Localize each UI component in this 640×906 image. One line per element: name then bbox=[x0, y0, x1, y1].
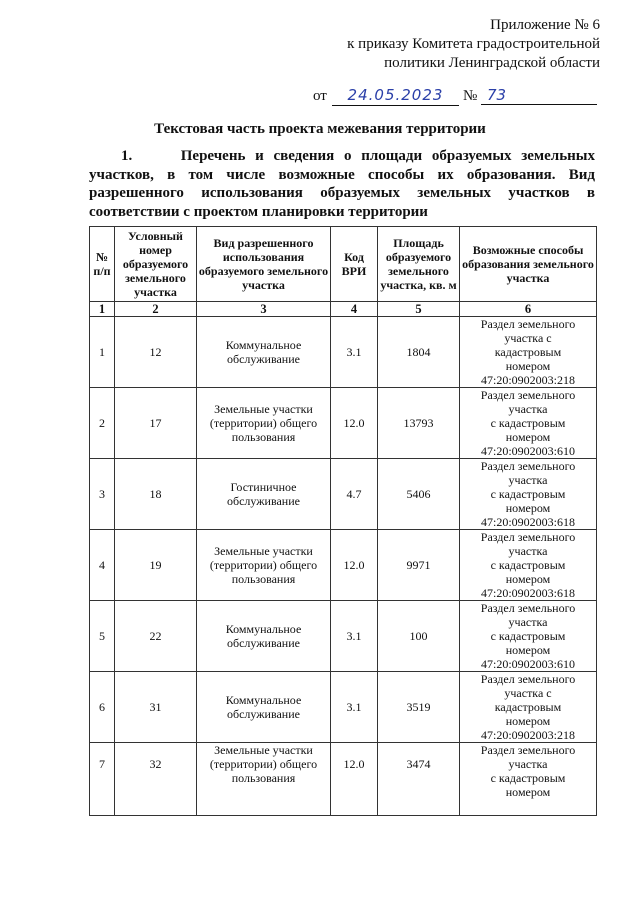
row-area: 5406 bbox=[378, 459, 460, 530]
row-method bbox=[460, 530, 597, 601]
method-line: с кадастровым bbox=[490, 771, 566, 785]
table-row bbox=[90, 388, 597, 459]
method-line: номером bbox=[505, 359, 551, 373]
row-area: 3519 bbox=[378, 672, 460, 743]
method-line: кадастровым bbox=[494, 345, 562, 359]
row-area: 3474 bbox=[378, 743, 460, 816]
table-row bbox=[90, 601, 597, 672]
method-line: Раздел земельного bbox=[480, 601, 576, 615]
row-permitted-use: Коммунальное обслуживание bbox=[197, 317, 331, 388]
number-label: № bbox=[463, 88, 478, 104]
row-num: 3 bbox=[90, 459, 115, 530]
method-line: участка bbox=[508, 544, 548, 558]
row-method bbox=[460, 672, 597, 743]
appendix-header bbox=[347, 16, 600, 73]
method-line: с кадастровым bbox=[490, 416, 566, 430]
header-cond-number: Условный номер образуемого земельного участка bbox=[115, 227, 197, 302]
table-row bbox=[90, 530, 597, 601]
row-cond-number: 32 bbox=[115, 743, 197, 816]
row-permitted-use: Коммунальное обслуживание bbox=[197, 672, 331, 743]
method-line: участка bbox=[508, 402, 548, 416]
method-line: Раздел земельного bbox=[480, 672, 576, 686]
order-number: 73 bbox=[481, 86, 597, 105]
section-heading: 1. Перечень и сведения о площади образуемых земельных участков, в том числе возможные способы их образования. Вид разрешенного использования образуемых земельных участков в соответствии с проектом планировки территории bbox=[89, 148, 595, 220]
row-area: 13793 bbox=[378, 388, 460, 459]
order-date-number bbox=[0, 86, 640, 108]
order-date: 24.05.2023 bbox=[332, 86, 459, 106]
cadastral-number: 47:20:0902003:218 bbox=[480, 373, 575, 387]
method-line: участка bbox=[508, 757, 548, 771]
table-row bbox=[90, 743, 597, 816]
row-method bbox=[460, 601, 597, 672]
method-line: Раздел земельного bbox=[480, 317, 576, 331]
cadastral-number: 47:20:0902003:618 bbox=[480, 515, 575, 529]
row-num: 6 bbox=[90, 672, 115, 743]
method-line: номером bbox=[505, 643, 551, 657]
method-line: номером bbox=[505, 714, 551, 728]
cadastral-number: 47:20:0902003:610 bbox=[480, 657, 575, 671]
row-vri-code: 4.7 bbox=[331, 459, 378, 530]
header-method: Возможные способы образования земельного участка bbox=[460, 227, 597, 302]
column-number: 4 bbox=[331, 302, 378, 317]
table-row bbox=[90, 672, 597, 743]
row-num: 5 bbox=[90, 601, 115, 672]
row-cond-number: 18 bbox=[115, 459, 197, 530]
column-number: 6 bbox=[460, 302, 597, 317]
method-line: с кадастровым bbox=[490, 487, 566, 501]
row-area: 9971 bbox=[378, 530, 460, 601]
method-line: Раздел земельного bbox=[480, 459, 576, 473]
document-title: Текстовая часть проекта межевания территории bbox=[154, 121, 486, 137]
method-line: участка bbox=[508, 473, 548, 487]
row-cond-number: 12 bbox=[115, 317, 197, 388]
header-area: Площадь образуемого земельного участка, кв. м bbox=[378, 227, 460, 302]
method-line: Раздел земельного bbox=[480, 388, 576, 402]
row-area: 1804 bbox=[378, 317, 460, 388]
row-vri-code: 12.0 bbox=[331, 530, 378, 601]
table-column-numbers bbox=[90, 302, 597, 317]
row-num: 7 bbox=[90, 743, 115, 816]
row-cond-number: 22 bbox=[115, 601, 197, 672]
row-vri-code: 3.1 bbox=[331, 601, 378, 672]
column-number: 5 bbox=[378, 302, 460, 317]
method-line: номером bbox=[505, 785, 551, 799]
row-cond-number: 17 bbox=[115, 388, 197, 459]
method-line: номером bbox=[505, 501, 551, 515]
row-vri-code: 12.0 bbox=[331, 743, 378, 816]
appendix-order-ref: к приказу Комитета градостроительной bbox=[347, 36, 600, 52]
header-vri-code: Код ВРИ bbox=[331, 227, 378, 302]
row-cond-number: 19 bbox=[115, 530, 197, 601]
appendix-title: Приложение № 6 bbox=[490, 17, 600, 33]
row-permitted-use: Коммунальное обслуживание bbox=[197, 601, 331, 672]
table-row bbox=[90, 459, 597, 530]
header-num: № п/п bbox=[90, 227, 115, 302]
table-row bbox=[90, 317, 597, 388]
method-line: номером bbox=[505, 430, 551, 444]
row-permitted-use: Гостиничное обслуживание bbox=[197, 459, 331, 530]
method-line: участка bbox=[508, 615, 548, 629]
method-line: участка с bbox=[504, 331, 552, 345]
parcels-table bbox=[89, 226, 597, 816]
column-number: 2 bbox=[115, 302, 197, 317]
appendix-committee: политики Ленинградской области bbox=[384, 55, 600, 71]
column-number: 1 bbox=[90, 302, 115, 317]
table-header-row bbox=[90, 227, 597, 302]
row-permitted-use: Земельные участки (территории) общего пользования bbox=[197, 530, 331, 601]
row-vri-code: 3.1 bbox=[331, 317, 378, 388]
cadastral-number: 47:20:0902003:610 bbox=[480, 444, 575, 458]
method-line: кадастровым bbox=[494, 700, 562, 714]
row-method bbox=[460, 743, 597, 816]
row-permitted-use: Земельные участки (территории) общего пользования bbox=[197, 743, 331, 816]
column-number: 3 bbox=[197, 302, 331, 317]
header-permitted-use: Вид разрешенного использования образуемого земельного участка bbox=[197, 227, 331, 302]
method-line: с кадастровым bbox=[490, 629, 566, 643]
row-vri-code: 3.1 bbox=[331, 672, 378, 743]
row-cond-number: 31 bbox=[115, 672, 197, 743]
method-line: участка с bbox=[504, 686, 552, 700]
method-line: номером bbox=[505, 572, 551, 586]
cadastral-number: 47:20:0902003:618 bbox=[480, 586, 575, 600]
row-permitted-use: Земельные участки (территории) общего пользования bbox=[197, 388, 331, 459]
method-line: Раздел земельного bbox=[480, 530, 576, 544]
row-method bbox=[460, 317, 597, 388]
row-method bbox=[460, 459, 597, 530]
row-num: 2 bbox=[90, 388, 115, 459]
method-line: с кадастровым bbox=[490, 558, 566, 572]
row-vri-code: 12.0 bbox=[331, 388, 378, 459]
cadastral-number: 47:20:0902003:218 bbox=[480, 728, 575, 742]
row-area: 100 bbox=[378, 601, 460, 672]
row-num: 4 bbox=[90, 530, 115, 601]
from-label: от bbox=[313, 88, 327, 104]
row-method bbox=[460, 388, 597, 459]
method-line: Раздел земельного bbox=[480, 743, 576, 757]
row-num: 1 bbox=[90, 317, 115, 388]
